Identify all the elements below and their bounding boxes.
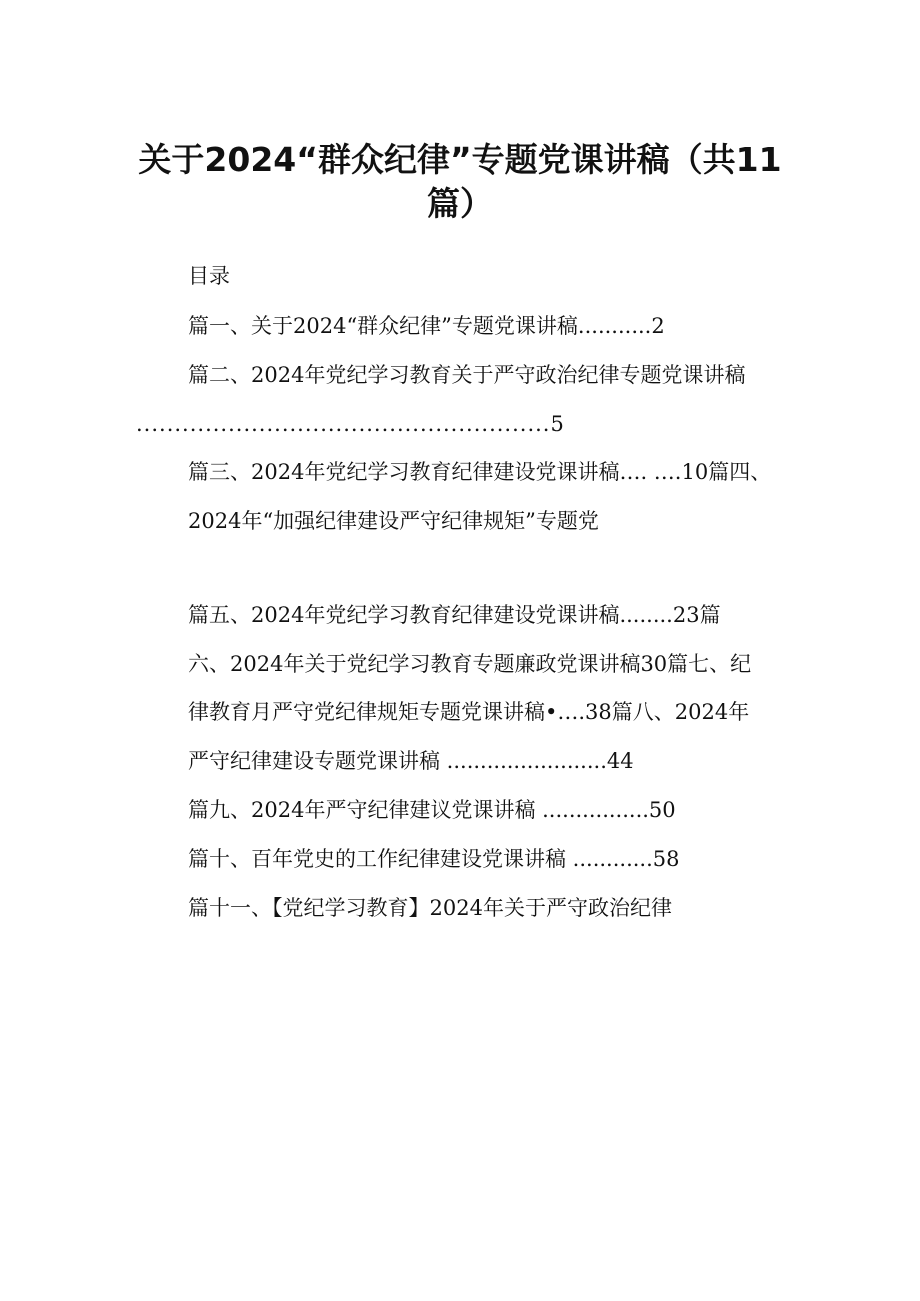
toc-entry-4: 2024年“加强纪律建设严守纪律规矩”专题党 [188, 509, 599, 533]
toc-heading: 目录 [188, 264, 230, 288]
toc-entry-1: 篇一、关于2024“群众纪律”专题党课讲稿...........2 [188, 314, 665, 338]
document-title [120, 138, 800, 226]
title-line-2: 篇） [427, 184, 493, 223]
toc-entry-11: 篇十一、【党纪学习教育】2024年关于严守政治纪律 [188, 896, 672, 920]
title-line-1: 关于2024“群众纪律”专题党课讲稿（共11 [138, 140, 782, 179]
toc-entry-5: 篇五、2024年党纪学习教育纪律建设党课讲稿........23篇 [188, 603, 721, 627]
toc-entry-6: 六、2024年关于党纪学习教育专题廉政党课讲稿30篇七、纪 [188, 652, 752, 676]
toc-entry-2-leader: ......................................................5 [136, 412, 565, 436]
toc-entry-3: 篇三、2024年党纪学习教育纪律建设党课讲稿…. ….10篇四、 [188, 460, 772, 484]
toc-entry-8: 严守纪律建设专题党课讲稿 ........................44 [188, 749, 634, 773]
toc-entry-10: 篇十、百年党史的工作纪律建设党课讲稿 ............58 [188, 847, 680, 871]
toc-entry-2: 篇二、2024年党纪学习教育关于严守政治纪律专题党课讲稿 [188, 363, 746, 387]
toc-entry-7: 律教育月严守党纪律规矩专题党课讲稿•….38篇八、2024年 [188, 700, 750, 724]
toc-entry-9: 篇九、2024年严守纪律建议党课讲稿 ................50 [188, 798, 676, 822]
